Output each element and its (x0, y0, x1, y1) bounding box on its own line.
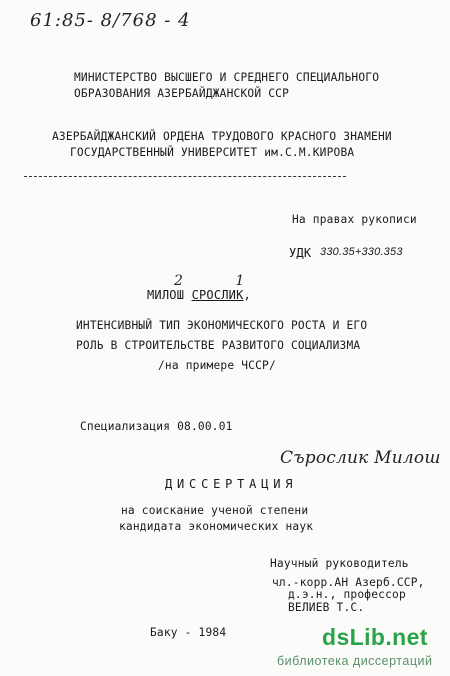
author-name (147, 288, 251, 302)
supervisor-line-1: чл.-корр.АН Азерб.ССР, (272, 576, 425, 589)
udc-value: 330.35+330.353 (320, 246, 403, 258)
document-type: ДИССЕРТАЦИЯ (165, 477, 298, 491)
dslib-logo[interactable]: dsLib.net (322, 624, 428, 650)
university-line-2: ГОСУДАРСТВЕННЫЙ УНИВЕРСИТЕТ им.С.М.КИРОВА (70, 146, 355, 159)
place-year: Баку - 1984 (150, 626, 227, 639)
supervisor-label: Научный руководитель (270, 557, 409, 570)
author-first-name: МИЛОШ (147, 288, 185, 302)
handwritten-shelfmark: 61:85- 8/768 - 4 (30, 10, 191, 31)
udc-label: УДК (289, 246, 312, 260)
university-line-1: АЗЕРБАЙДЖАНСКИЙ ОРДЕНА ТРУДОВОГО КРАСНОГО ЗНАМЕНИ (52, 130, 392, 143)
handwritten-stress-marks: 2 1 (174, 273, 269, 289)
supervisor-line-2: д.э.н., профессор (288, 588, 406, 601)
dslib-tagline: библиотека диссертаций (277, 654, 433, 668)
ministry-line-2: ОБРАЗОВАНИЯ АЗЕРБАЙДЖАНСКОЙ ССР (74, 87, 289, 100)
author-suffix: , (243, 288, 251, 302)
author-surname: СРОСЛИК (191, 288, 244, 302)
degree-line-2: кандидата экономических наук (119, 520, 314, 533)
ministry-line-1: МИНИСТЕРСТВО ВЫСШЕГО И СРЕДНЕГО СПЕЦИАЛЬНОГО (74, 71, 380, 84)
specialization: Специализация 08.00.01 (80, 420, 233, 433)
supervisor-name: ВЕЛИЕВ Т.С. (288, 601, 365, 614)
degree-line-1: на соискание ученой степени (121, 504, 309, 517)
title-line-1: ИНТЕНСИВНЫЙ ТИП ЭКОНОМИЧЕСКОГО РОСТА И ЕГО (76, 319, 368, 332)
rights-note: На правах рукописи (292, 213, 417, 226)
dashed-divider (24, 176, 346, 177)
title-subtitle: /на примере ЧССР/ (158, 359, 276, 372)
handwritten-signature: Сърослик Милош (280, 448, 441, 468)
title-line-2: РОЛЬ В СТРОИТЕЛЬСТВЕ РАЗВИТОГО СОЦИАЛИЗМА (76, 339, 361, 352)
